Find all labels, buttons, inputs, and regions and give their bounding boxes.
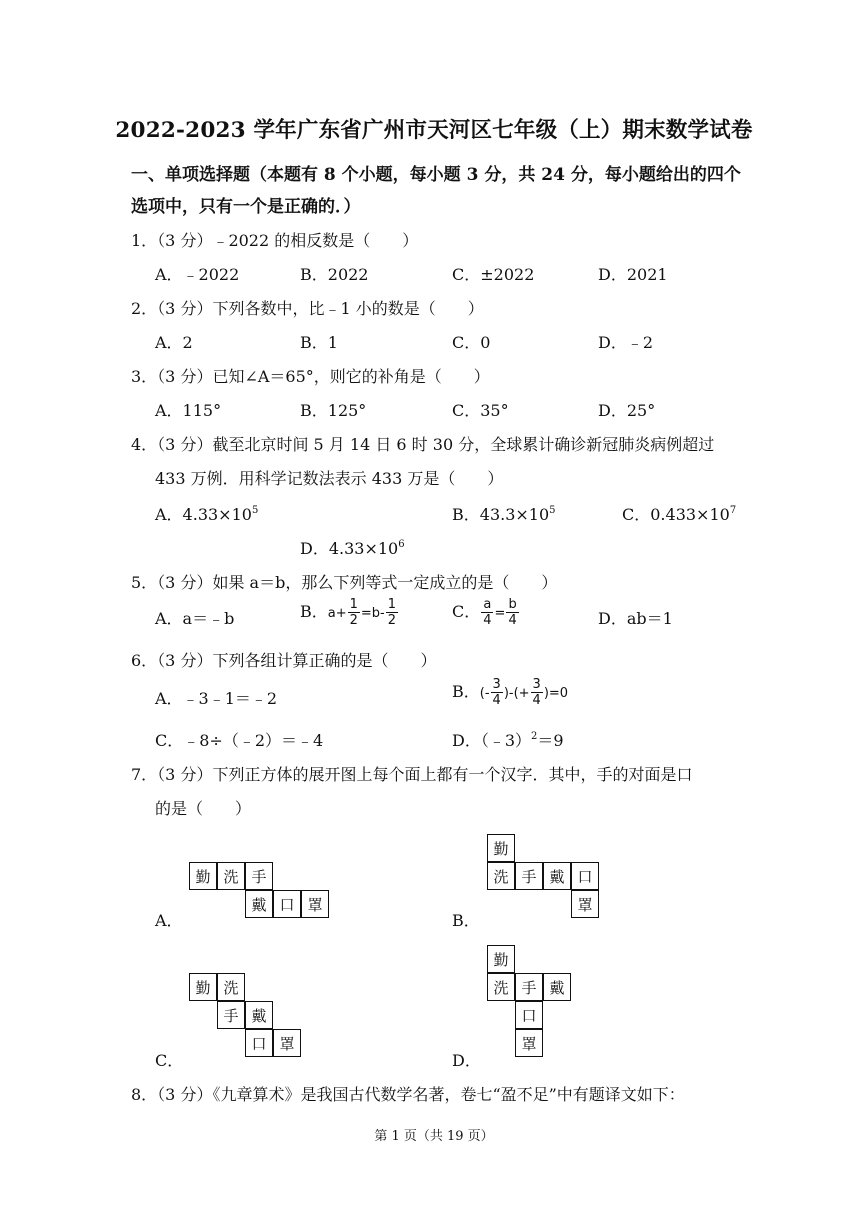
q6-option-c: C．﹣8÷（﹣2）＝﹣4 [155,731,324,750]
question-8-stem: 8．（3 分）《九章算术》是我国古代数学名著，卷七“盈不足”中有题译文如下： [131,1085,685,1104]
q2-option-c: C．0 [452,333,491,352]
net-face: 手 [245,862,273,890]
net-face: 口 [515,1001,543,1029]
net-face: 手 [515,862,543,890]
q7-option-b-label: B． [452,911,480,930]
q1-option-b: B．2022 [300,265,369,284]
q1-option-a: A．﹣2022 [155,265,240,284]
q5-option-d: D．ab＝1 [598,609,673,628]
q4-option-d: D．$4.33\times 10^6$ [300,539,405,558]
q5-option-a: A．a＝﹣b [155,609,235,628]
net-face: 洗 [217,973,245,1001]
q3-option-a: A．115° [155,401,222,420]
q7-option-a-label: A． [155,911,183,930]
question-6-stem: 6．（3 分）下列各组计算正确的是（ ） [131,651,437,670]
q4-option-b: B．$43.3\times 10^5$ [452,505,556,524]
net-face: 手 [217,1001,245,1029]
question-4-stem-line1: 4．（3 分）截至北京时间 5 月 14 日 6 时 30 分，全球累计确诊新冠肺炎病例超过 [131,435,715,454]
net-face: 手 [515,973,543,1001]
q2-option-a: A．2 [155,333,193,352]
q2-option-b: B．1 [300,333,338,352]
section-heading-line2: 选项中，只有一个是正确的．） [131,197,361,217]
q6-option-b: B．(- $\frac{3}{4}$ )-(+ $\frac{3}{4}$ )=0 [452,677,569,708]
question-7-stem-line1: 7．（3 分）下列正方体的展开图上每个面上都有一个汉字．其中，手的对面是口 [131,765,693,784]
question-7-stem-line2: 的是（ ） [155,799,252,818]
q3-option-b: B．125° [300,401,367,420]
net-face: 勤 [189,862,217,890]
q4-option-a: A．$4.33\times 10^5$ [155,505,259,524]
q3-option-c: C．35° [452,401,509,420]
net-face: 口 [245,1029,273,1057]
question-4-stem-line2: 433 万例．用科学记数法表示 433 万是（ ） [155,469,504,488]
q4-option-c: C．$0.433\times 10^7$ [622,505,737,524]
net-face: 勤 [487,834,515,862]
question-1-stem: 1．（3 分）﹣2022 的相反数是（ ） [131,231,419,250]
net-face: 戴 [543,862,571,890]
net-face: 戴 [245,890,273,918]
net-face: 洗 [217,862,245,890]
question-5-stem: 5．（3 分）如果 a＝b，那么下列等式一定成立的是（ ） [131,573,558,592]
section-heading-line1: 一、单项选择题（本题有 8 个小题，每小题 3 分，共 24 分，每小题给出的四个 [131,165,741,185]
q3-option-d: D．25° [598,401,656,420]
q1-option-d: D．2021 [598,265,668,284]
net-face: 洗 [487,973,515,1001]
page-title: 2022-2023 学年广东省广州市天河区七年级（上）期末数学试卷 [115,118,753,143]
net-face: 口 [273,890,301,918]
q2-option-d: D．﹣2 [598,333,654,352]
net-face: 戴 [543,973,571,1001]
page-footer: 第 1 页（共 19 页） [374,1129,494,1144]
net-face: 戴 [245,1001,273,1029]
net-face: 勤 [189,973,217,1001]
q6-option-d: D．（﹣3）$^2$＝9 [452,731,564,750]
q7-option-c-label: C． [155,1051,184,1070]
q5-option-b: B．a+ $\frac{1}{2}$ =b- $\frac{1}{2}$ [300,597,397,628]
q1-option-c: C．±2022 [452,265,535,284]
net-face: 口 [571,862,599,890]
q7-option-d-label: D． [452,1051,481,1070]
q5-option-c: C． $\frac{a}{4}$ = $\frac{b}{4}$ [452,597,517,628]
net-face: 罩 [273,1029,301,1057]
question-2-stem: 2．（3 分）下列各数中，比﹣1 小的数是（ ） [131,299,484,318]
question-3-stem: 3．（3 分）已知∠A＝65°，则它的补角是（ ） [131,367,490,386]
net-face: 罩 [515,1029,543,1057]
net-face: 罩 [301,890,329,918]
net-face: 罩 [571,890,599,918]
net-face: 洗 [487,862,515,890]
net-face: 勤 [487,945,515,973]
q6-option-a: A．﹣3﹣1＝﹣2 [155,689,278,708]
